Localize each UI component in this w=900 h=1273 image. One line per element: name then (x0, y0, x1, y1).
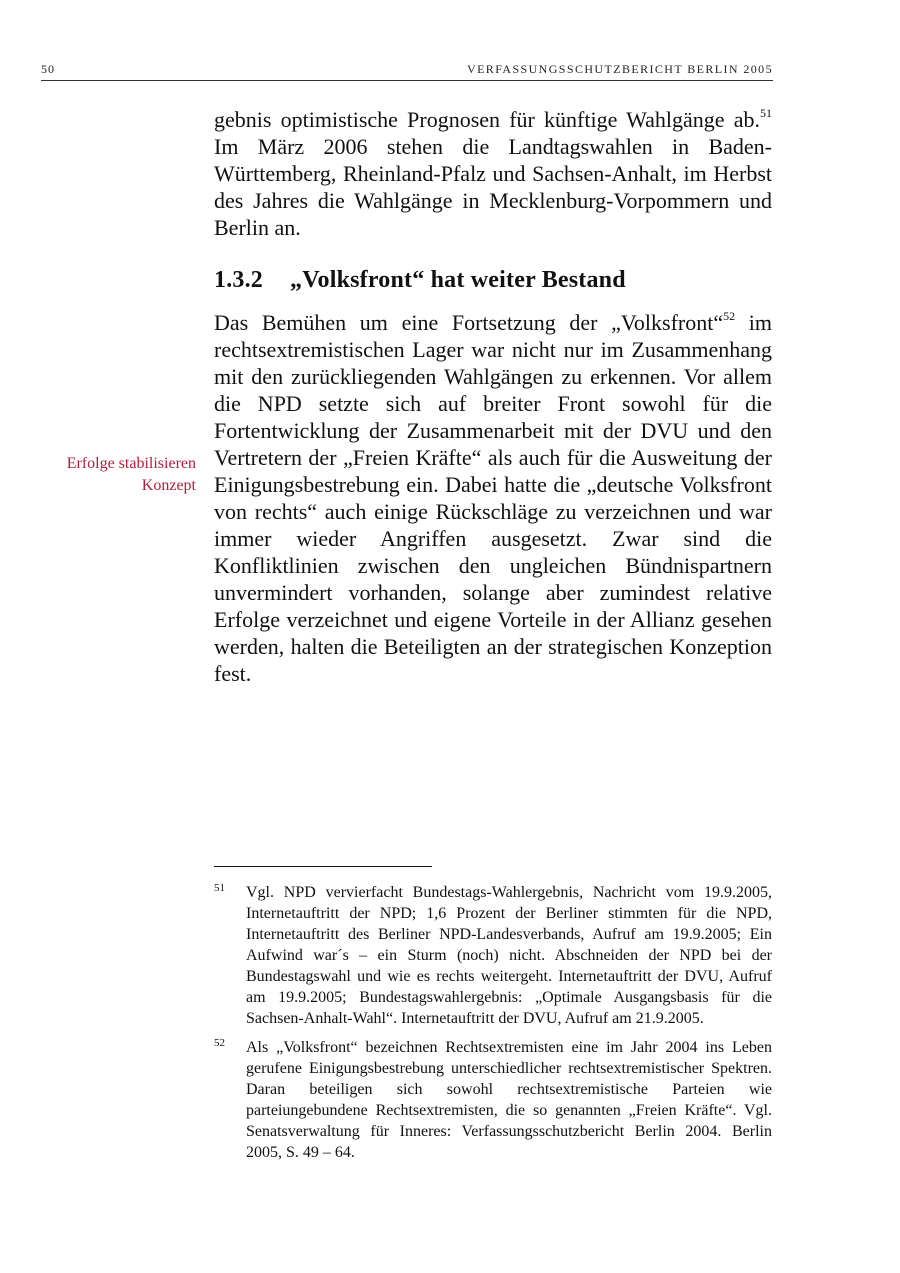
paragraph-1-text: gebnis optimistische Prognosen für künftige Wahlgänge ab. (214, 107, 760, 132)
footnote-51 (214, 882, 772, 1029)
running-title: VERFASSUNGSSCHUTZBERICHT BERLIN 2005 (467, 62, 773, 76)
footnote-separator (214, 866, 432, 867)
section-heading (214, 265, 772, 295)
footnote-52 (214, 1037, 772, 1163)
footnote-ref-51[interactable]: 51 (760, 105, 772, 120)
page-number: 50 (41, 62, 55, 76)
main-content (214, 106, 772, 687)
paragraph-2-text-before: Das Bemühen um eine Fortsetzung der „Volksfront“ (214, 310, 724, 335)
footnotes (214, 882, 772, 1171)
paragraph-2 (214, 309, 772, 687)
running-header (41, 62, 773, 78)
footnote-number: 51 (214, 882, 225, 894)
paragraph-1-text-after: Im März 2006 stehen die Landtagswahlen in Baden-Württemberg, Rheinland-Pfalz und Sachsen-Anhalt, im Herbst des Jahres die Wahlgänge in Mecklenburg-Vorpommern und Berlin an. (214, 134, 772, 240)
section-title: „Volksfront“ hat weiter Bestand (290, 267, 626, 293)
paragraph-2-text-after: im rechtsextremistischen Lager war nicht nur im Zusammenhang mit den zurückliegenden Wahlgängen zu erkennen. Vor allem die NPD setzte sich auf breiter Front sowohl für die Fortentwicklung der Zusammenarbeit mit der DVU und den Vertretern der „Freien Kräfte“ als auch für die Ausweitung der Einigungsbestrebung ein. Dabei hatte die „deutsche Volksfront von rechts“ auch einige Rückschläge zu verzeichnen und war immer wieder Angriffen ausgesetzt. Zwar sind die Konfliktlinien zwischen den ungleichen Bündnispartnern unvermindert vorhanden, solange aber zumindest relative Erfolge verzeichnet und eigene Vorteile in der Allianz gesehen werden, halten die Beteiligten an der strategischen Konzeption fest. (214, 310, 772, 686)
footnote-number: 52 (214, 1037, 225, 1049)
section-number: 1.3.2 (214, 267, 263, 293)
footnote-text: Vgl. NPD vervierfacht Bundestags-Wahlergebnis, Nachricht vom 19.9.2005, Internetauftritt der NPD; 1,6 Prozent der Berliner stimmten für die NPD, Internetauftritt des Berliner NPD-Landesverbands, Aufruf am 19.9.2005; Ein Aufwind war´s – ein Sturm (noch) nicht. Abschneiden der NPD bei der Bundestagswahl und wie es rechts weitergeht. Internetauftritt der DVU, Aufruf am 19.9.2005; Bundestagswahlergebnis: „Optimale Ausgangsbasis für die Sachsen-Anhalt-Wahl“. Internetauftritt der DVU, Aufruf am 21.9.2005. (246, 884, 772, 1027)
margin-note-line-1: Erfolge stabilisieren (66, 455, 196, 472)
header-rule (41, 80, 773, 81)
paragraph-1 (214, 106, 772, 241)
footnote-text: Als „Volksfront“ bezeichnen Rechtsextremisten eine im Jahr 2004 ins Leben gerufene Einigungsbestrebung unterschiedlicher rechtsextremistischer Spektren. Daran beteiligen sich sowohl rechtsextremistische Parteien wie parteiungebundene Rechtsextremisten, die so genannten „Freien Kräfte“. Vgl. Senatsverwaltung für Inneres: Verfassungsschutzbericht Berlin 2004. Berlin 2005, S. 49 – 64. (246, 1039, 772, 1161)
footnote-ref-52[interactable]: 52 (723, 308, 736, 323)
margin-note (20, 453, 196, 497)
margin-note-line-2: Konzept (141, 477, 196, 494)
